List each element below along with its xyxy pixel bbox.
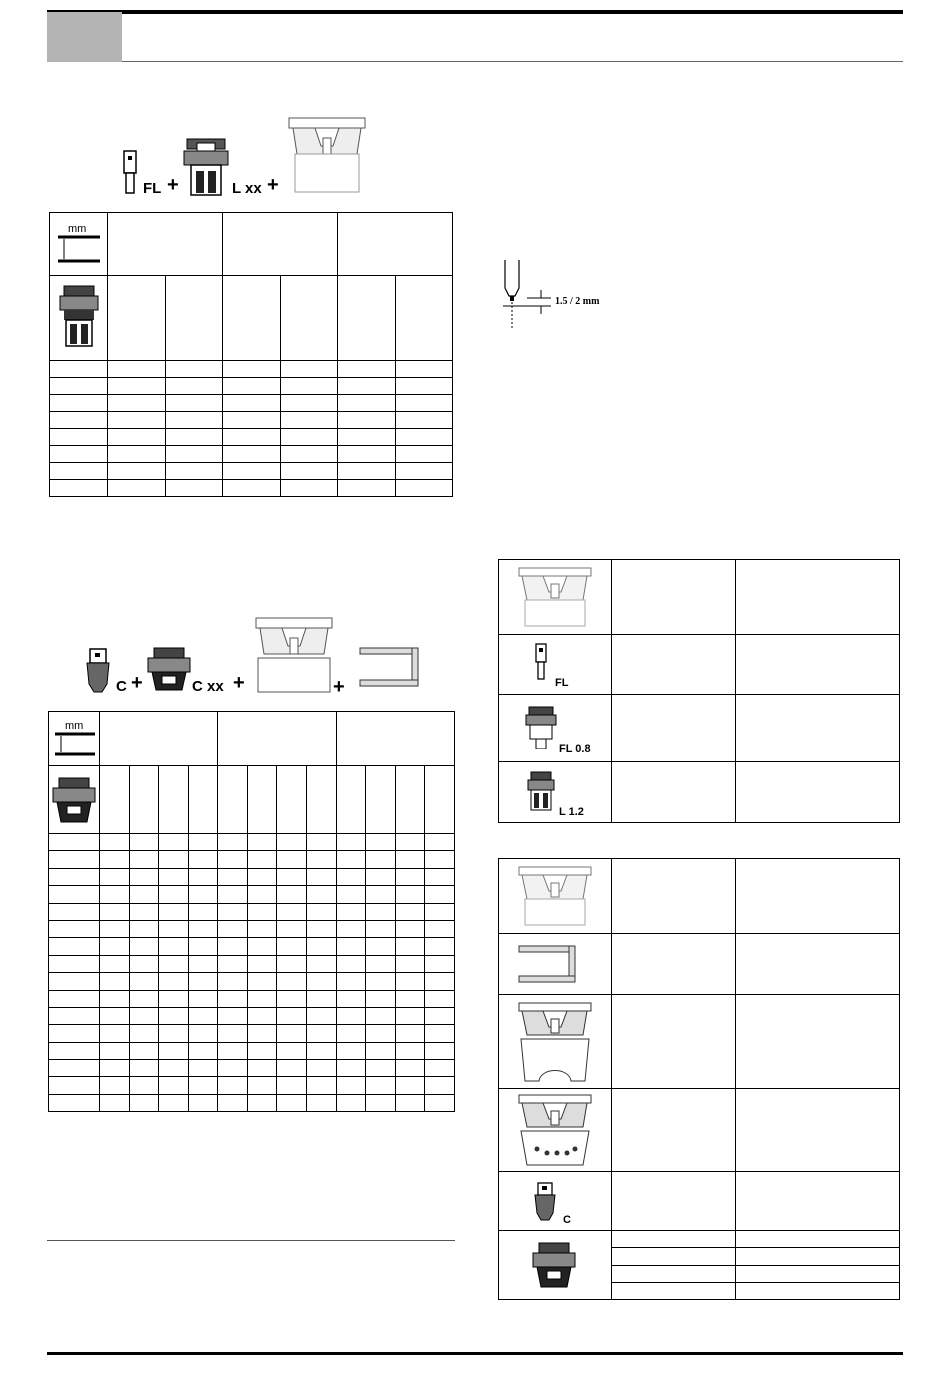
table-row bbox=[50, 480, 453, 497]
spacer-guide-icon bbox=[358, 646, 420, 688]
part-label-c: C bbox=[563, 1214, 571, 1226]
table-row bbox=[49, 938, 455, 955]
gap-label: 1.5 / 2 mm bbox=[555, 296, 600, 307]
table-row bbox=[50, 378, 453, 395]
group-header-cell bbox=[336, 712, 454, 766]
table-row bbox=[49, 886, 455, 903]
header-chapter-box bbox=[47, 12, 122, 62]
table-row bbox=[49, 1094, 455, 1111]
table-row bbox=[50, 463, 453, 480]
table-row bbox=[49, 920, 455, 937]
cutting-table-2 bbox=[48, 711, 455, 1112]
table-row bbox=[50, 395, 453, 412]
part-label-fl08: FL 0.8 bbox=[559, 743, 591, 755]
part-icon-cell bbox=[499, 1089, 612, 1172]
parts-table-2 bbox=[498, 858, 900, 1300]
table-row bbox=[49, 990, 455, 1007]
part-label-l12: L 1.2 bbox=[559, 806, 584, 818]
table-row bbox=[50, 361, 453, 378]
cxx-label: C xx bbox=[192, 678, 224, 695]
table-row bbox=[49, 903, 455, 920]
header-bottom-rule bbox=[122, 61, 903, 62]
part-icon-cell bbox=[499, 762, 612, 823]
part-icon-cell bbox=[499, 1231, 612, 1300]
part-icon-cell bbox=[499, 934, 612, 995]
group-header-cell bbox=[108, 213, 223, 276]
plus-sign: + bbox=[333, 676, 345, 698]
electrode-c-icon bbox=[84, 648, 112, 694]
plus-sign: + bbox=[233, 672, 245, 694]
diffuser-icon-cell bbox=[49, 766, 100, 834]
diffuser-c-icon bbox=[146, 646, 192, 696]
sub-header-cell bbox=[280, 276, 338, 361]
part-icon-cell bbox=[499, 695, 612, 762]
group-header-cell bbox=[100, 712, 218, 766]
cutting-table-1 bbox=[49, 212, 453, 497]
plus-sign: + bbox=[167, 174, 179, 196]
group-header-cell bbox=[223, 213, 338, 276]
nozzle-icon bbox=[254, 616, 334, 694]
sub-header-cell bbox=[223, 276, 281, 361]
torch-gap-figure bbox=[497, 258, 553, 330]
nozzle-icon bbox=[287, 116, 367, 194]
plus-sign: + bbox=[267, 174, 279, 196]
thickness-header-cell bbox=[49, 712, 100, 766]
sub-header-cell bbox=[395, 276, 453, 361]
mm-label: mm bbox=[65, 720, 84, 732]
footer-rule bbox=[47, 1352, 903, 1355]
group-header-cell bbox=[218, 712, 336, 766]
table-row bbox=[49, 1025, 455, 1042]
part-icon-cell bbox=[499, 1172, 612, 1231]
table-row bbox=[49, 851, 455, 868]
table-row bbox=[49, 1042, 455, 1059]
table-row bbox=[49, 868, 455, 885]
sub-header-cell bbox=[165, 276, 223, 361]
diffuser-l-icon bbox=[183, 137, 229, 199]
c-label: C bbox=[116, 678, 127, 695]
sub-header-cell bbox=[338, 276, 396, 361]
table-row bbox=[49, 1007, 455, 1024]
sub-header-cell bbox=[108, 276, 166, 361]
diffuser-icon-cell bbox=[50, 276, 108, 361]
table-row bbox=[49, 1060, 455, 1077]
mm-label: mm bbox=[68, 223, 87, 235]
group-header-cell bbox=[338, 213, 453, 276]
part-icon-cell bbox=[499, 560, 612, 635]
fl-label: FL bbox=[143, 180, 162, 197]
table-row bbox=[49, 834, 455, 851]
plus-sign: + bbox=[131, 672, 143, 694]
table-row bbox=[50, 412, 453, 429]
table-row bbox=[49, 955, 455, 972]
part-label-fl: FL bbox=[555, 677, 569, 689]
part-icon-cell bbox=[499, 635, 612, 695]
electrode-fl-icon bbox=[120, 150, 140, 196]
table-row bbox=[50, 429, 453, 446]
table-row bbox=[49, 1077, 455, 1094]
part-icon-cell bbox=[499, 995, 612, 1089]
section-divider bbox=[47, 1240, 455, 1241]
header-top-rule bbox=[47, 10, 903, 14]
table-row bbox=[50, 446, 453, 463]
thickness-header-cell bbox=[50, 213, 108, 276]
table-row bbox=[49, 973, 455, 990]
lxx-label: L xx bbox=[232, 180, 262, 197]
parts-table-1 bbox=[498, 559, 900, 823]
part-icon-cell bbox=[499, 859, 612, 934]
